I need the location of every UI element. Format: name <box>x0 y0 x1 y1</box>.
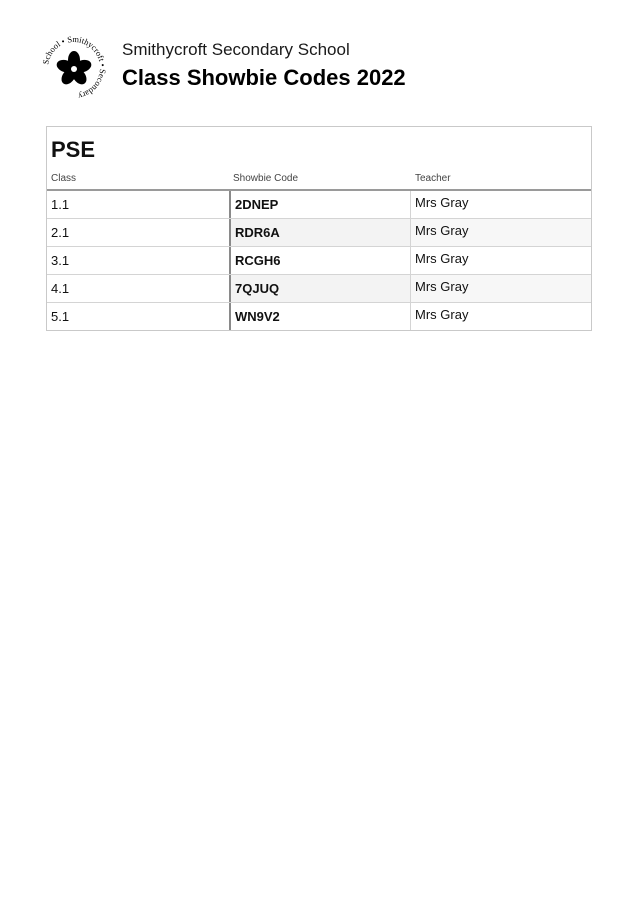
table-row <box>47 303 591 330</box>
table-row <box>47 247 591 275</box>
teacher-cell: Mrs Gray <box>415 195 469 210</box>
page-header <box>122 40 406 92</box>
table-row <box>47 219 591 247</box>
class-cell: 5.1 <box>51 309 70 324</box>
showbie-code-cell: WN9V2 <box>229 303 411 330</box>
class-cell: 3.1 <box>51 253 70 268</box>
showbie-code-cell: 2DNEP <box>229 191 411 218</box>
showbie-code-cell: RDR6A <box>229 219 411 246</box>
school-crest-icon <box>40 34 108 102</box>
section-title: PSE <box>51 137 96 162</box>
table-row <box>47 191 591 219</box>
table-header <box>47 167 591 191</box>
school-logo <box>40 34 108 102</box>
school-name: Smithycroft Secondary School <box>122 40 350 59</box>
svg-text:School • Smithycroft • Seconda: School • Smithycroft • Secondary <box>40 34 108 102</box>
teacher-cell: Mrs Gray <box>411 275 591 302</box>
teacher-cell: Mrs Gray <box>415 307 469 322</box>
page-title: Class Showbie Codes 2022 <box>122 65 406 90</box>
column-header-class: Class <box>51 172 77 184</box>
table-row <box>47 275 591 303</box>
teacher-cell: Mrs Gray <box>411 219 591 246</box>
teacher-cell: Mrs Gray <box>415 251 469 266</box>
pse-codes-table <box>46 126 592 331</box>
class-cell: 1.1 <box>51 197 70 212</box>
class-cell: 2.1 <box>47 219 229 246</box>
showbie-code-cell: RCGH6 <box>229 247 411 274</box>
class-cell: 4.1 <box>47 275 229 302</box>
showbie-code-cell: 7QJUQ <box>229 275 411 302</box>
column-header-showbie-code: Showbie Code <box>233 172 299 184</box>
column-header-teacher: Teacher <box>415 172 451 184</box>
